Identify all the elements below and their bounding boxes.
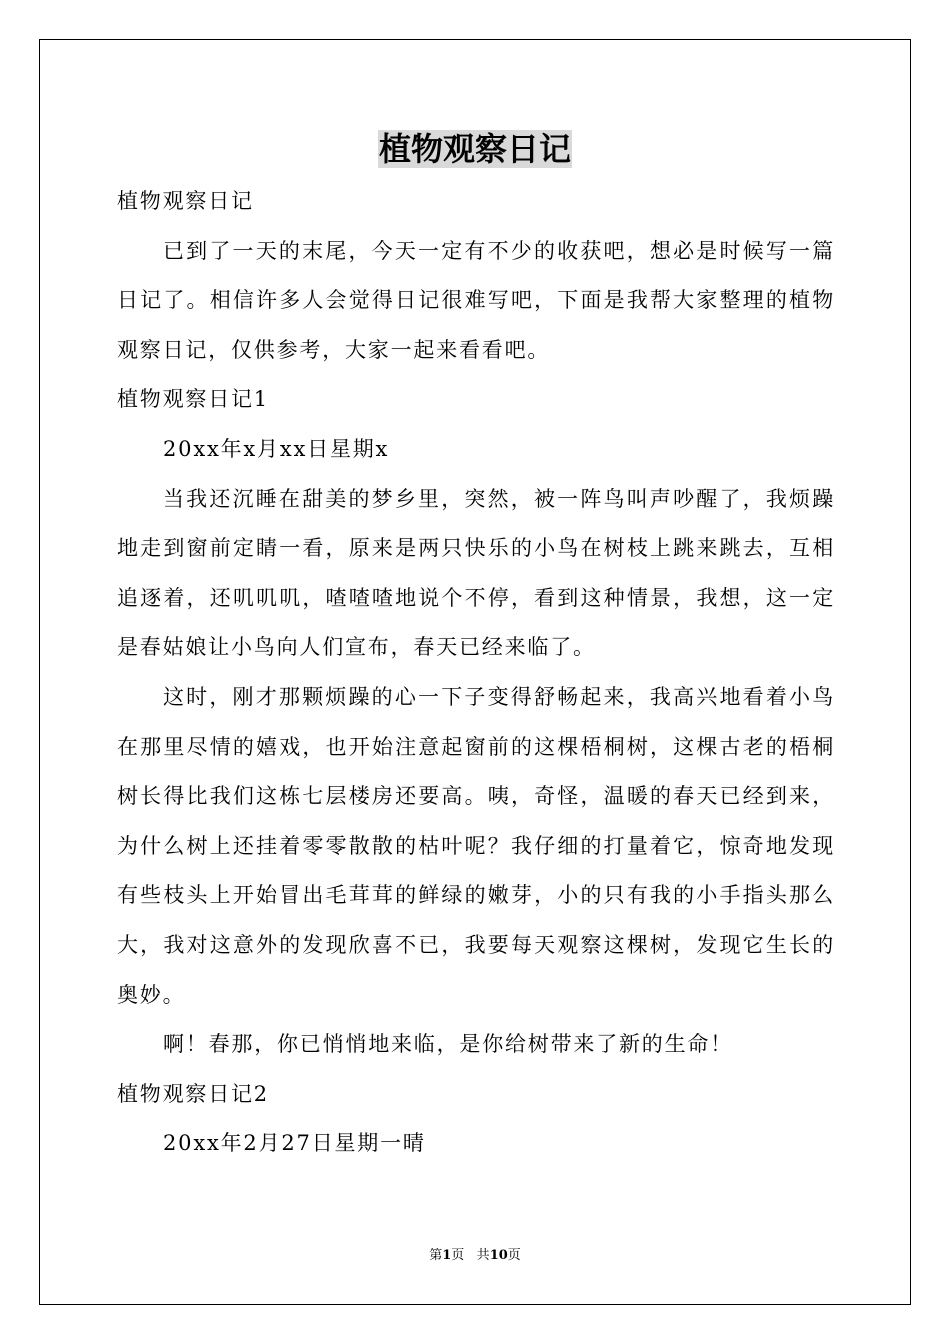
section-heading: 植物观察日记 [117, 189, 254, 213]
intro-paragraph: 已到了一天的末尾，今天一定有不少的收获吧，想必是时候写一篇日记了。相信许多人会觉得日记很难写吧，下面是我帮大家整理的植物观察日记，仅供参考，大家一起来看看吧。 [117, 238, 835, 362]
diary-entry-heading-1: 植物观察日记1 [117, 387, 269, 412]
diary-entry-date-1: 20xx年x月xx日星期x [163, 436, 390, 461]
document-body [117, 177, 835, 1169]
total-unit: 页 [507, 1248, 521, 1263]
body-paragraph: 当我还沉睡在甜美的梦乡里，突然，被一阵鸟叫声吵醒了，我烦躁地走到窗前定睛一看，原来是两只快乐的小鸟在树枝上跳来跳去，互相追逐着，还叽叽叽，喳喳喳地说个不停，看到这种情景，我想，这一定是春姑娘让小鸟向人们宣布，春天已经来临了。 [117, 486, 835, 660]
body-paragraph: 这时，刚才那颗烦躁的心一下子变得舒畅起来，我高兴地看着小鸟在那里尽情的嬉戏，也开始注意起窗前的这棵梧桐树，这棵古老的梧桐树长得比我们这栋七层楼房还要高。咦，奇怪，温暖的春天已经到来，为什么树上还挂着零零散散的枯叶呢？我仔细的打量着它，惊奇地发现有些枝头上开始冒出毛茸茸的鲜绿的嫩芽，小的只有我的小手指头那么大，我对这意外的发现欣喜不已，我要每天观察这棵树，发现它生长的奥妙。 [117, 684, 835, 1007]
diary-entry-heading-2: 植物观察日记2 [117, 1081, 269, 1106]
total-pages: 10 [489, 1248, 508, 1263]
body-paragraph: 啊！春那，你已悄悄地来临，是你给树带来了新的生命！ [163, 1032, 733, 1057]
page-footer [0, 1247, 950, 1265]
page-number: 1 [442, 1248, 452, 1263]
page-unit: 页 [451, 1248, 465, 1263]
total-prefix: 共 [476, 1248, 490, 1263]
document-title-container [0, 126, 950, 172]
diary-entry-date-2: 20xx年2月27日星期一晴 [163, 1131, 426, 1156]
document-title: 植物观察日记 [378, 130, 571, 168]
page-prefix: 第 [429, 1248, 443, 1263]
